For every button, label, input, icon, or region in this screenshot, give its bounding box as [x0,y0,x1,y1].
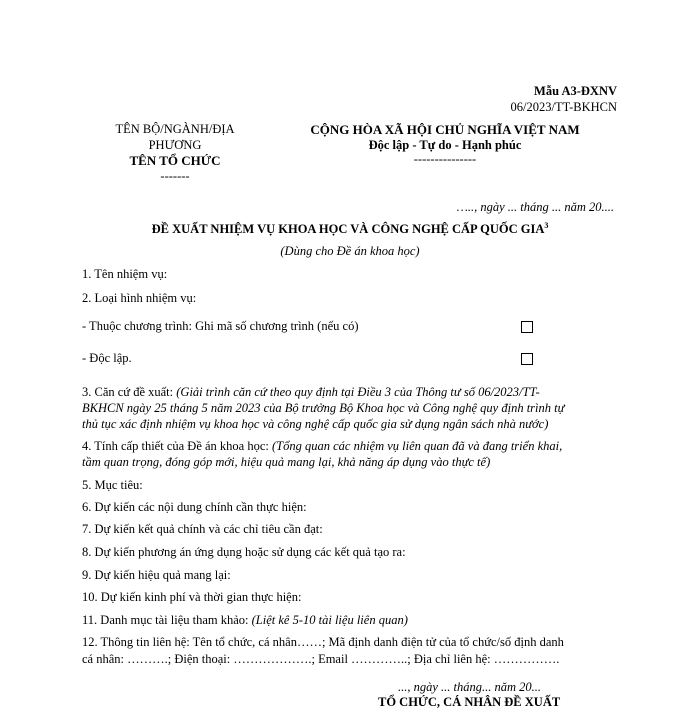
item-6-main-contents: 6. Dự kiến các nội dung chính cần thực hiện: [82,500,307,514]
item-2b-independent: - Độc lập. [82,351,132,365]
program-checkbox[interactable] [521,321,533,333]
country-name: CỘNG HÒA XÃ HỘI CHỦ NGHĨA VIỆT NAM [310,122,580,137]
item-8-application-plan: 8. Dự kiến phương án ứng dụng hoặc sử dụng các kết quả tạo ra: [82,545,406,559]
item-9-expected-efficiency: 9. Dự kiến hiệu quả mang lại: [82,568,231,582]
left-header-divider: ------- [160,169,190,183]
item-3-note-line3: thủ tục xác định nhiệm vụ khoa học và công nghệ cấp quốc gia sử dụng ngân sách nhà nước) [82,417,549,431]
organization-name: TÊN TỔ CHỨC [129,153,221,168]
item-3-basis [82,384,622,400]
form-code: Mẫu A3-ĐXNV [534,84,617,98]
document-subtitle: (Dùng cho Đề án khoa học) [280,244,420,258]
circular-reference: 06/2023/TT-BKHCN [510,100,617,114]
item-11-references [82,612,622,628]
item-12-contact-line1: 12. Thông tin liên hệ: Tên tổ chức, cá nhân……; Mã định danh điện tử của tổ chức/số định danh [82,635,564,649]
ministry-name-line2: PHƯƠNG [148,138,202,152]
item-2-task-type: 2. Loại hình nhiệm vụ: [82,291,197,305]
national-motto: Độc lập - Tự do - Hạnh phúc [368,138,522,152]
footnote-marker: 3 [544,221,549,230]
item-4-note-line2: tầm quan trọng, đóng góp mới, hiệu quả mang lại, khả năng áp dụng vào thực tế) [82,455,491,469]
item-4-note-line1: (Tổng quan các nhiệm vụ liên quan đã và đang triển khai, [268,439,563,453]
item-4-label: 4. Tính cấp thiết của Đề án khoa học: [82,439,269,453]
item-3-note-line1: (Giải trình căn cứ theo quy định tại Điều 3 của Thông tư số 06/2023/TT- [173,385,540,399]
independent-checkbox[interactable] [521,353,533,365]
item-10-budget-time: 10. Dự kiến kinh phí và thời gian thực hiện: [82,590,302,604]
date-line: ….., ngày ... tháng ... năm 20.... [456,200,614,214]
item-11-label: 11. Danh mục tài liệu tham khảo: [82,613,249,627]
document-title [60,221,640,237]
footer-date: ..., ngày ... tháng... năm 20... [398,680,542,694]
item-7-expected-results: 7. Dự kiến kết quả chính và các chỉ tiêu cần đạt: [82,522,323,536]
item-1-task-name: 1. Tên nhiệm vụ: [82,267,168,281]
item-3-note-line2: BKHCN ngày 25 tháng 5 năm 2023 của Bộ trưởng Bộ Khoa học và Công nghệ quy định trình tự [82,401,565,415]
document-title-text: ĐỀ XUẤT NHIỆM VỤ KHOA HỌC VÀ CÔNG NGHỆ CẤP QUỐC GIA [151,222,545,237]
right-header-divider: --------------- [413,152,477,166]
item-11-note: (Liệt kê 5-10 tài liệu liên quan) [248,613,408,627]
item-3-label: 3. Căn cứ đề xuất: [82,385,174,399]
signature-heading-cutoff: TỔ CHỨC, CÁ NHÂN ĐỀ XUẤT [378,695,561,709]
item-4-necessity [82,438,622,454]
item-5-objectives: 5. Mục tiêu: [82,478,143,492]
ministry-name-line1: TÊN BỘ/NGÀNH/ĐỊA [115,122,235,136]
item-2a-program: - Thuộc chương trình: Ghi mã số chương trình (nếu có) [82,319,359,333]
item-12-contact-line2: cá nhân: ……….; Điện thoại: ……………….; Email …………..; Địa chỉ liên hệ: ……………. [82,652,560,666]
